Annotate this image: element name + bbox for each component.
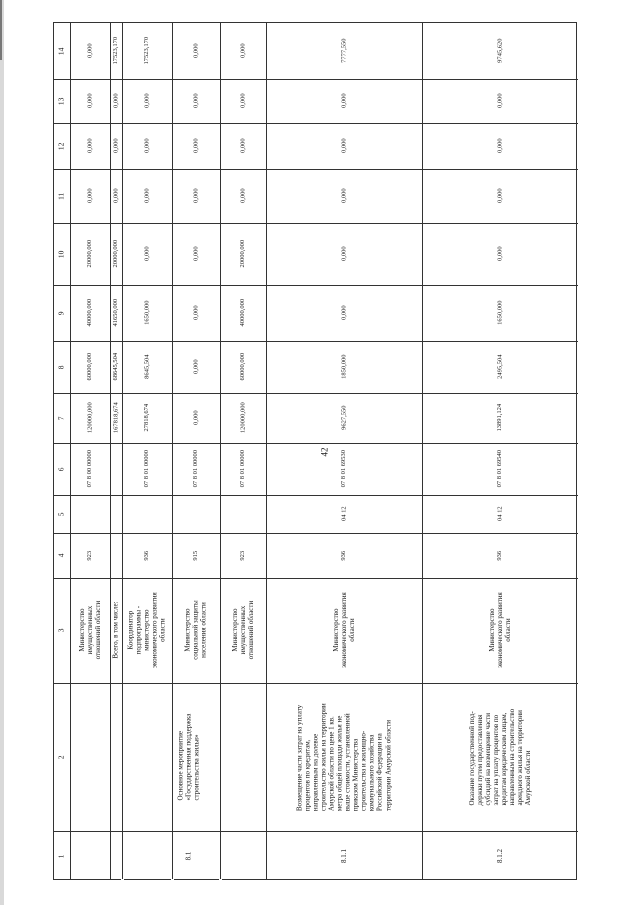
value-col-8-text: 60000,000: [86, 353, 94, 381]
value-col-14-text: 7777,550: [340, 38, 348, 64]
value-col-7-text: 13891,124: [496, 404, 504, 432]
value-col-13: [172, 79, 220, 123]
value-col-14-text: 0,000: [192, 43, 200, 59]
header-col-6: [54, 443, 70, 495]
grbs-code: [220, 533, 266, 578]
value-col-7-text: 9627,550: [340, 405, 348, 431]
grbs-code: [172, 533, 220, 578]
value-col-8-text: 2495,504: [496, 354, 504, 380]
header-col-8-text: 8: [56, 365, 66, 369]
value-col-13-text: 0,000: [239, 93, 247, 109]
item-description: [110, 683, 266, 831]
value-col-9-text: 41650,000: [112, 299, 120, 327]
section-code-text: 04 12: [340, 506, 348, 522]
value-col-8: [122, 341, 172, 393]
grbs-code-text: 915: [192, 550, 200, 561]
target-code: [422, 443, 578, 495]
value-col-11-text: 0,000: [239, 188, 247, 204]
target-code-text: 07 8 01 00000: [192, 450, 200, 488]
executor-name-text: Министерство имущественных отношений области: [77, 601, 103, 660]
item-description-text: Основное мероприятие «Государственная поддержка строительства жилья»: [175, 713, 201, 801]
value-col-10: [266, 223, 422, 285]
value-col-7: [70, 393, 110, 443]
value-col-13: [266, 79, 422, 123]
value-col-8: [266, 341, 422, 393]
header-col-7-text: 7: [56, 416, 66, 420]
value-col-9: [110, 285, 122, 341]
section-code: [70, 495, 110, 533]
value-col-7-text: 120000,000: [239, 402, 247, 434]
value-col-14-text: 9745,620: [496, 38, 504, 64]
value-col-12-text: 0,000: [496, 138, 504, 154]
value-col-9-text: 40000,000: [239, 299, 247, 327]
value-col-7-text: 167818,674: [112, 402, 120, 434]
value-col-13: [122, 79, 172, 123]
value-col-8-text: 0,000: [192, 359, 200, 375]
grbs-code-text: 936: [143, 550, 151, 561]
value-col-11-text: 0,000: [143, 188, 151, 204]
grbs-code: [110, 533, 122, 578]
target-code: [122, 443, 172, 495]
value-col-10-text: 0,000: [192, 246, 200, 262]
value-col-7: [422, 393, 578, 443]
value-col-11: [422, 169, 578, 223]
header-col-5-text: 5: [56, 512, 66, 516]
target-code-text: 07 8 01 00000: [239, 450, 247, 488]
executor-name: [220, 578, 266, 683]
executor-name: [110, 578, 122, 683]
value-col-14-text: 17523,170: [143, 37, 151, 65]
target-code-text: 07 8 01 69530: [340, 450, 348, 488]
header-col-12-text: 12: [56, 142, 66, 150]
header-col-8: [54, 341, 70, 393]
value-col-8-text: 68645,504: [112, 353, 120, 381]
value-col-12-text: 0,000: [192, 138, 200, 154]
executor-name-text: Всего, в том числе:: [111, 601, 120, 660]
grbs-code-text: 936: [340, 550, 348, 561]
section-code: [220, 495, 266, 533]
value-col-11: [266, 169, 422, 223]
value-col-9-text: 1650,000: [496, 300, 504, 326]
value-col-14: [220, 23, 266, 79]
target-code: [70, 443, 110, 495]
item-number: [70, 831, 110, 881]
value-col-9-text: 0,000: [192, 305, 200, 321]
value-col-12-text: 0,000: [340, 138, 348, 154]
target-code: [110, 443, 122, 495]
value-col-9: [70, 285, 110, 341]
header-col-13: [54, 79, 70, 123]
value-col-12: [220, 123, 266, 169]
value-col-8-text: 8645,504: [143, 354, 151, 380]
value-col-7: [266, 393, 422, 443]
value-col-10: [422, 223, 578, 285]
value-col-14: [70, 23, 110, 79]
executor-name-text: Министерство экономического развития области: [331, 592, 357, 669]
value-col-11-text: 0,000: [496, 188, 504, 204]
value-col-13-text: 0,000: [86, 93, 94, 109]
value-col-10-text: 20000,000: [239, 240, 247, 268]
value-col-10: [110, 223, 122, 285]
value-col-11-text: 0,000: [86, 188, 94, 204]
value-col-14-text: 0,000: [239, 43, 247, 59]
grbs-code: [122, 533, 172, 578]
value-col-9-text: 40000,000: [86, 299, 94, 327]
value-col-8: [220, 341, 266, 393]
value-col-11: [110, 169, 122, 223]
executor-name: [422, 578, 578, 683]
target-code-text: 07 8 01 00000: [143, 450, 151, 488]
value-col-7: [172, 393, 220, 443]
value-col-12-text: 0,000: [239, 138, 247, 154]
value-col-14: [266, 23, 422, 79]
value-col-13-text: 0,000: [192, 93, 200, 109]
value-col-14-text: 0,000: [86, 43, 94, 59]
header-col-6-text: 6: [56, 467, 66, 471]
value-col-14: [422, 23, 578, 79]
header-col-9: [54, 285, 70, 341]
header-col-5: [54, 495, 70, 533]
value-col-10: [122, 223, 172, 285]
header-col-13-text: 13: [56, 97, 66, 105]
value-col-13-text: 0,000: [340, 93, 348, 109]
value-col-7-text: 0,000: [192, 410, 200, 426]
section-code-text: 04 12: [496, 506, 504, 522]
header-col-10-text: 10: [56, 250, 66, 258]
header-col-11: [54, 169, 70, 223]
value-col-12-text: 0,000: [86, 138, 94, 154]
value-col-11: [122, 169, 172, 223]
item-number-text: 8.1.1: [339, 848, 348, 863]
executor-name: [70, 578, 110, 683]
item-number: [422, 831, 578, 881]
value-col-11-text: 0,000: [340, 188, 348, 204]
value-col-14: [172, 23, 220, 79]
section-code: [122, 495, 172, 533]
value-col-12-text: 0,000: [143, 138, 151, 154]
header-col-14-text: 14: [56, 47, 66, 55]
executor-name-text: Министерство имущественных отношений области: [230, 601, 256, 660]
executor-name: [172, 578, 220, 683]
value-col-14: [110, 23, 122, 79]
executor-name-text: Министерство экономического развития области: [487, 592, 513, 669]
grbs-code: [266, 533, 422, 578]
value-col-12: [70, 123, 110, 169]
section-code: [422, 495, 578, 533]
value-col-8: [172, 341, 220, 393]
value-col-7: [122, 393, 172, 443]
header-col-9-text: 9: [56, 311, 66, 315]
value-col-9-text: 1650,000: [143, 300, 151, 326]
section-code: [172, 495, 220, 533]
value-col-11: [70, 169, 110, 223]
value-col-12-text: 0,000: [112, 138, 120, 154]
value-col-13: [220, 79, 266, 123]
value-col-8: [70, 341, 110, 393]
value-col-9: [172, 285, 220, 341]
value-col-12: [422, 123, 578, 169]
value-col-13: [70, 79, 110, 123]
value-col-10-text: 20000,000: [86, 240, 94, 268]
grbs-code-text: 936: [496, 550, 504, 561]
item-number-text: 8.1.2: [495, 848, 504, 863]
grbs-code-text: 923: [86, 550, 94, 561]
value-col-14: [122, 23, 172, 79]
value-col-10: [172, 223, 220, 285]
value-col-12: [266, 123, 422, 169]
value-col-8-text: 1850,000: [340, 354, 348, 380]
item-number: [110, 831, 266, 881]
value-col-7-text: 27818,674: [143, 404, 151, 432]
value-col-13: [110, 79, 122, 123]
header-col-3: [54, 578, 70, 683]
value-col-13-text: 0,000: [112, 93, 120, 109]
item-description: [70, 683, 110, 831]
value-col-7-text: 120000,000: [86, 402, 94, 434]
target-code-text: 07 8 01 69540: [496, 450, 504, 488]
header-col-12: [54, 123, 70, 169]
value-col-7: [220, 393, 266, 443]
header-col-7: [54, 393, 70, 443]
grbs-code-text: 923: [239, 550, 247, 561]
section-code: [110, 495, 122, 533]
value-col-7: [110, 393, 122, 443]
value-col-10: [220, 223, 266, 285]
header-col-4-text: 4: [56, 553, 66, 558]
header-col-10: [54, 223, 70, 285]
value-col-9: [266, 285, 422, 341]
value-col-9: [220, 285, 266, 341]
header-col-11-text: 11: [56, 192, 66, 200]
header-col-1-text: 1: [56, 854, 66, 858]
executor-name: [122, 578, 172, 683]
item-description: [422, 683, 578, 831]
value-col-10-text: 0,000: [496, 246, 504, 262]
executor-name-text: Министерство социальной защиты населения области: [183, 600, 209, 661]
value-col-8-text: 60000,000: [239, 353, 247, 381]
value-col-8: [110, 341, 122, 393]
value-col-11-text: 0,000: [112, 188, 120, 204]
target-code: [266, 443, 422, 495]
target-code-text: 07 8 00 00000: [86, 450, 94, 488]
value-col-8: [422, 341, 578, 393]
target-code: [220, 443, 266, 495]
header-col-3-text: 3: [56, 628, 66, 633]
executor-name-text: Координатор подпрограммы - министерство экономического развития области: [126, 592, 168, 669]
budget-table: [53, 22, 577, 880]
item-number-text: 8.1: [183, 851, 192, 861]
value-col-10: [70, 223, 110, 285]
header-col-4: [54, 533, 70, 578]
value-col-11: [172, 169, 220, 223]
value-col-13: [422, 79, 578, 123]
value-col-10-text: 0,000: [340, 246, 348, 262]
value-col-13-text: 0,000: [496, 93, 504, 109]
value-col-9: [422, 285, 578, 341]
value-col-10-text: 20000,000: [112, 240, 120, 268]
value-col-14-text: 17523,170: [112, 37, 120, 65]
value-col-11-text: 0,000: [192, 188, 200, 204]
page-number-text: 42: [319, 447, 329, 457]
value-col-12: [110, 123, 122, 169]
header-col-1: [54, 831, 70, 881]
value-col-10-text: 0,000: [143, 246, 151, 262]
header-col-2: [54, 683, 70, 831]
value-col-12: [172, 123, 220, 169]
executor-name: [266, 578, 422, 683]
header-col-14: [54, 23, 70, 79]
grbs-code: [70, 533, 110, 578]
value-col-12: [122, 123, 172, 169]
item-description: [266, 683, 422, 831]
grbs-code: [422, 533, 578, 578]
section-code: [266, 495, 422, 533]
item-description-text: Оказание государственной под- держки путем предоставления субсидий на возмещение части затрат на уплату процентов по кредитам юридическим лицам, направленным на строительство арендного жилья на территории Амурской области: [467, 708, 533, 806]
header-col-2-text: 2: [56, 755, 66, 759]
target-code: [172, 443, 220, 495]
value-col-11: [220, 169, 266, 223]
item-description-text: Возмещение части затрат на уплату процентов по кредитам, направленным на долевое строительство жилья на территории Амурской области по цене 1 кв. метра общей площади жилья не выше стоимости, установленной приказом Министерства строительства и жилищно- коммунального хозяйства Российской Федерации на территории Амурской области: [295, 703, 393, 811]
value-col-13-text: 0,000: [143, 93, 151, 109]
value-col-9-text: 0,000: [340, 305, 348, 321]
item-number: [266, 831, 422, 881]
value-col-9: [122, 285, 172, 341]
